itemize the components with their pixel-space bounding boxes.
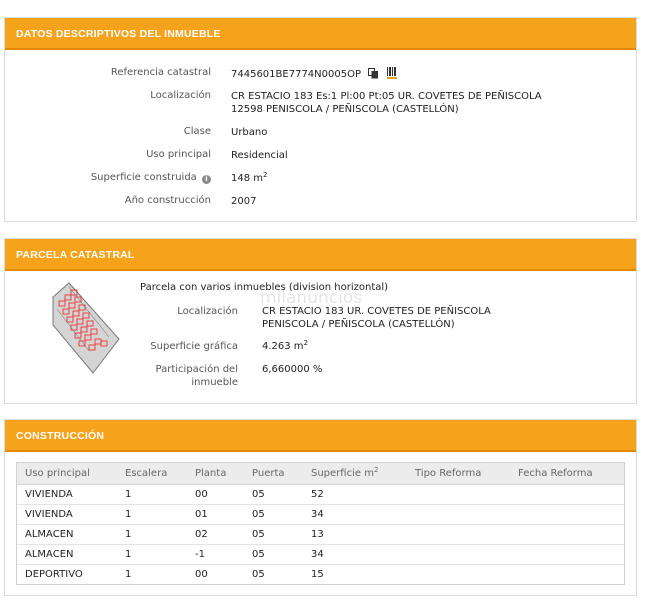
table-row [17,524,624,544]
parcela-subtitle: Parcela con varios inmuebles (division horizontal) [140,282,389,293]
datos-descriptivos-panel: DATOS DESCRIPTIVOS DEL INMUEBLE Referencia catastral 7445601BE7774N0005OP Localización CR ESTACIO 183 Es:1 Pl:00 Pt:05 UR. COVETES DE PEÑISCOLA 12598 PENISCOLA / PEÑISCOLA (CASTELLÓN) Clase Urbano Uso principal Residencial Superficie construida i 148 $m^2$ Año construcción 2007 [4,17,637,222]
table-cell [510,564,624,584]
table-cell: 1 [117,504,187,524]
table-cell [407,484,510,504]
table-cell: 02 [187,524,244,544]
parcela-localizacion-line-2: PENISCOLA / PEÑISCOLA (CASTELLÓN) [262,319,455,330]
table-cell: 05 [244,504,303,524]
superficie-construida-value: 148 m [231,173,264,184]
parcela-catastral-panel: PARCELA CATASTRAL Parcela con varios inmuebles (division horizontal) milanuncios Localización CR ESTACIO 183 UR. COVETES DE PEÑISCOLA PENISCOLA / PEÑISCOLA (CASTELLÓN) Superficie gráfica 4.263 $m^2$ Participación del inmueble 6,660000 % [4,238,637,404]
table-cell: 01 [187,504,244,524]
table-row [17,504,624,524]
table-cell [407,504,510,524]
watermark: milanuncios [260,288,363,308]
table-row [17,544,624,564]
table-cell [510,504,624,524]
col-planta: Planta [187,463,244,484]
localizacion-line-2: 12598 PENISCOLA / PEÑISCOLA (CASTELLÓN) [231,104,459,115]
construccion-header: CONSTRUCCIÓN [5,420,636,452]
ano-construccion-value: 2007 [231,196,257,207]
table-cell: 00 [195,568,208,580]
referencia-catastral-value: 7445601BE7774N0005OP [231,69,361,80]
construccion-panel [4,419,637,596]
table-cell: VIVIENDA [17,504,117,524]
superficie-grafica-value: 4.263 m [262,341,304,352]
table-cell [407,564,510,584]
datos-descriptivos-header: DATOS DESCRIPTIVOS DEL INMUEBLE [5,18,636,50]
barcode-icon[interactable] [386,67,398,83]
construccion-table [16,462,625,585]
table-cell [407,544,510,564]
table-cell: 00 [187,484,244,504]
field-label: Superficie construida [90,172,197,183]
table-cell: 52 [303,484,407,504]
participacion-value: 6,660000 % [262,364,323,375]
table-cell: 15 [311,568,324,580]
table-cell: 1 [125,568,132,580]
col-escalera: Escalera [117,463,187,484]
parcela-catastral-header: PARCELA CATASTRAL [5,239,636,271]
table-cell: ALMACEN [17,524,117,544]
table-cell: 34 [303,504,407,524]
col-uso-principal: Uso principal [17,463,117,484]
table-cell: 34 [303,544,407,564]
table-cell: DEPORTIVO [25,568,83,580]
field-label: Año construcción [124,195,211,206]
superficie-grafica-label: Superficie gráfica [150,341,238,352]
parcela-map-thumbnail[interactable] [49,279,121,380]
table-cell: 1 [117,524,187,544]
table-cell: 05 [244,544,303,564]
table-cell: -1 [187,544,244,564]
info-icon[interactable]: i [202,175,211,184]
table-cell [510,484,624,504]
table-row [17,564,624,584]
field-label: Uso principal [146,149,211,160]
copy-icon[interactable] [368,68,379,83]
field-label: Referencia catastral [110,67,211,78]
col-superficie: Superficie $m^2$ [303,463,407,484]
table-cell [407,524,510,544]
participacion-label-2: inmueble [191,377,238,388]
table-cell: 05 [244,484,303,504]
table-header-row [17,463,624,484]
col-fecha-reforma: Fecha Reforma [510,463,624,484]
table-cell: ALMACEN [17,544,117,564]
table-cell: 1 [117,544,187,564]
field-label: Localización [150,90,211,101]
parcela-localizacion-line-1: CR ESTACIO 183 UR. COVETES DE PEÑISCOLA [262,306,491,317]
table-cell [510,544,624,564]
table-cell: 13 [303,524,407,544]
col-tipo-reforma: Tipo Reforma [407,463,510,484]
table-cell: VIVIENDA [17,484,117,504]
table-cell: 05 [252,568,265,580]
clase-value: Urbano [231,127,268,138]
col-puerta: Puerta [244,463,303,484]
field-label: Clase [183,126,211,137]
table-cell [510,524,624,544]
participacion-label: Participación del [155,364,238,375]
table-cell: 05 [244,524,303,544]
table-row [17,484,624,504]
uso-principal-value: Residencial [231,150,288,161]
localizacion-label: Localización [177,306,238,317]
table-cell: 1 [117,484,187,504]
localizacion-line-1: CR ESTACIO 183 Es:1 Pl:00 Pt:05 UR. COVETES DE PEÑISCOLA [231,91,542,102]
